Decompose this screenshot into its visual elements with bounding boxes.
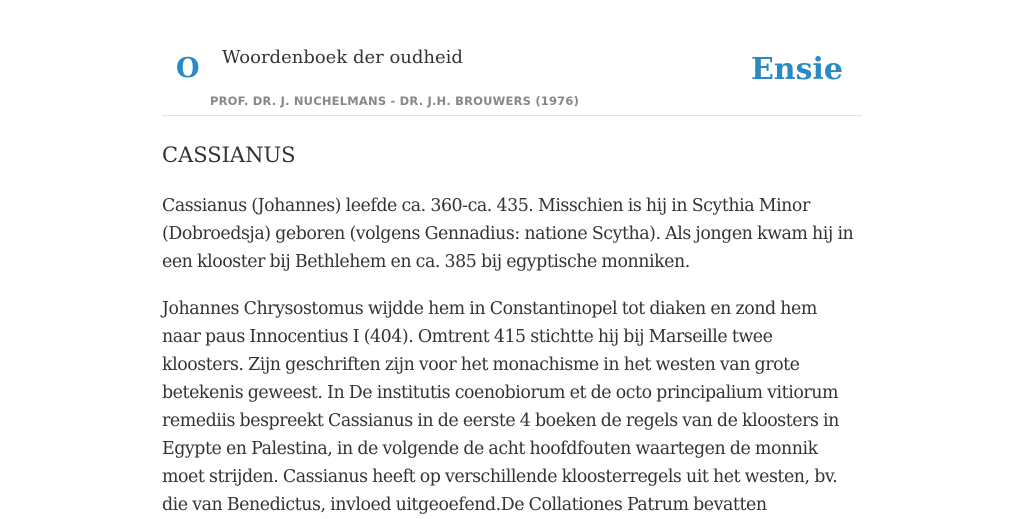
paragraph-line: die van Benedictus, invloed uitgeoefend.De Collationes Patrum bevatten <box>162 495 767 515</box>
index-letter[interactable]: O <box>176 53 200 84</box>
book-authors: PROF. DR. J. NUCHELMANS - DR. J.H. BROUWERS (1976) <box>210 94 580 108</box>
paragraph-line: kloosters. Zijn geschriften zijn voor het monachisme in het westen van grote <box>162 355 800 375</box>
page <box>162 0 862 515</box>
paragraph-line: een klooster bij Bethlehem en ca. 385 bij egyptische monniken. <box>162 252 690 272</box>
paragraph-line: Cassianus (Johannes) leefde ca. 360-ca. 435. Misschien is hij in Scythia Minor <box>162 196 810 216</box>
article-paragraph <box>162 192 862 276</box>
paragraph-line: Johannes Chrysostomus wijdde hem in Constantinopel tot diaken en zond hem <box>162 299 817 319</box>
paragraph-line: remediis bespreekt Cassianus in de eerste 4 boeken de regels van de kloosters in <box>162 411 839 431</box>
book-title[interactable]: Woordenboek der oudheid <box>222 47 463 68</box>
article-paragraph <box>162 295 862 519</box>
paragraph-line: naar paus Innocentius I (404). Omtrent 415 stichtte hij bij Marseille twee <box>162 327 773 347</box>
paragraph-line: Egypte en Palestina, in de volgende de acht hoofdfouten waartegen de monnik <box>162 439 818 459</box>
brand-logo-link[interactable]: Ensie <box>750 52 843 87</box>
book-header <box>162 0 862 116</box>
paragraph-line: betekenis geweest. In De institutis coenobiorum et de octo principalium vitiorum <box>162 383 838 403</box>
article-title: CASSIANUS <box>162 143 296 167</box>
paragraph-line: (Dobroedsja) geboren (volgens Gennadius: natione Scytha). Als jongen kwam hij in <box>162 224 854 244</box>
paragraph-line: moet strijden. Cassianus heeft op verschillende kloosterregels uit het westen, bv. <box>162 467 838 487</box>
